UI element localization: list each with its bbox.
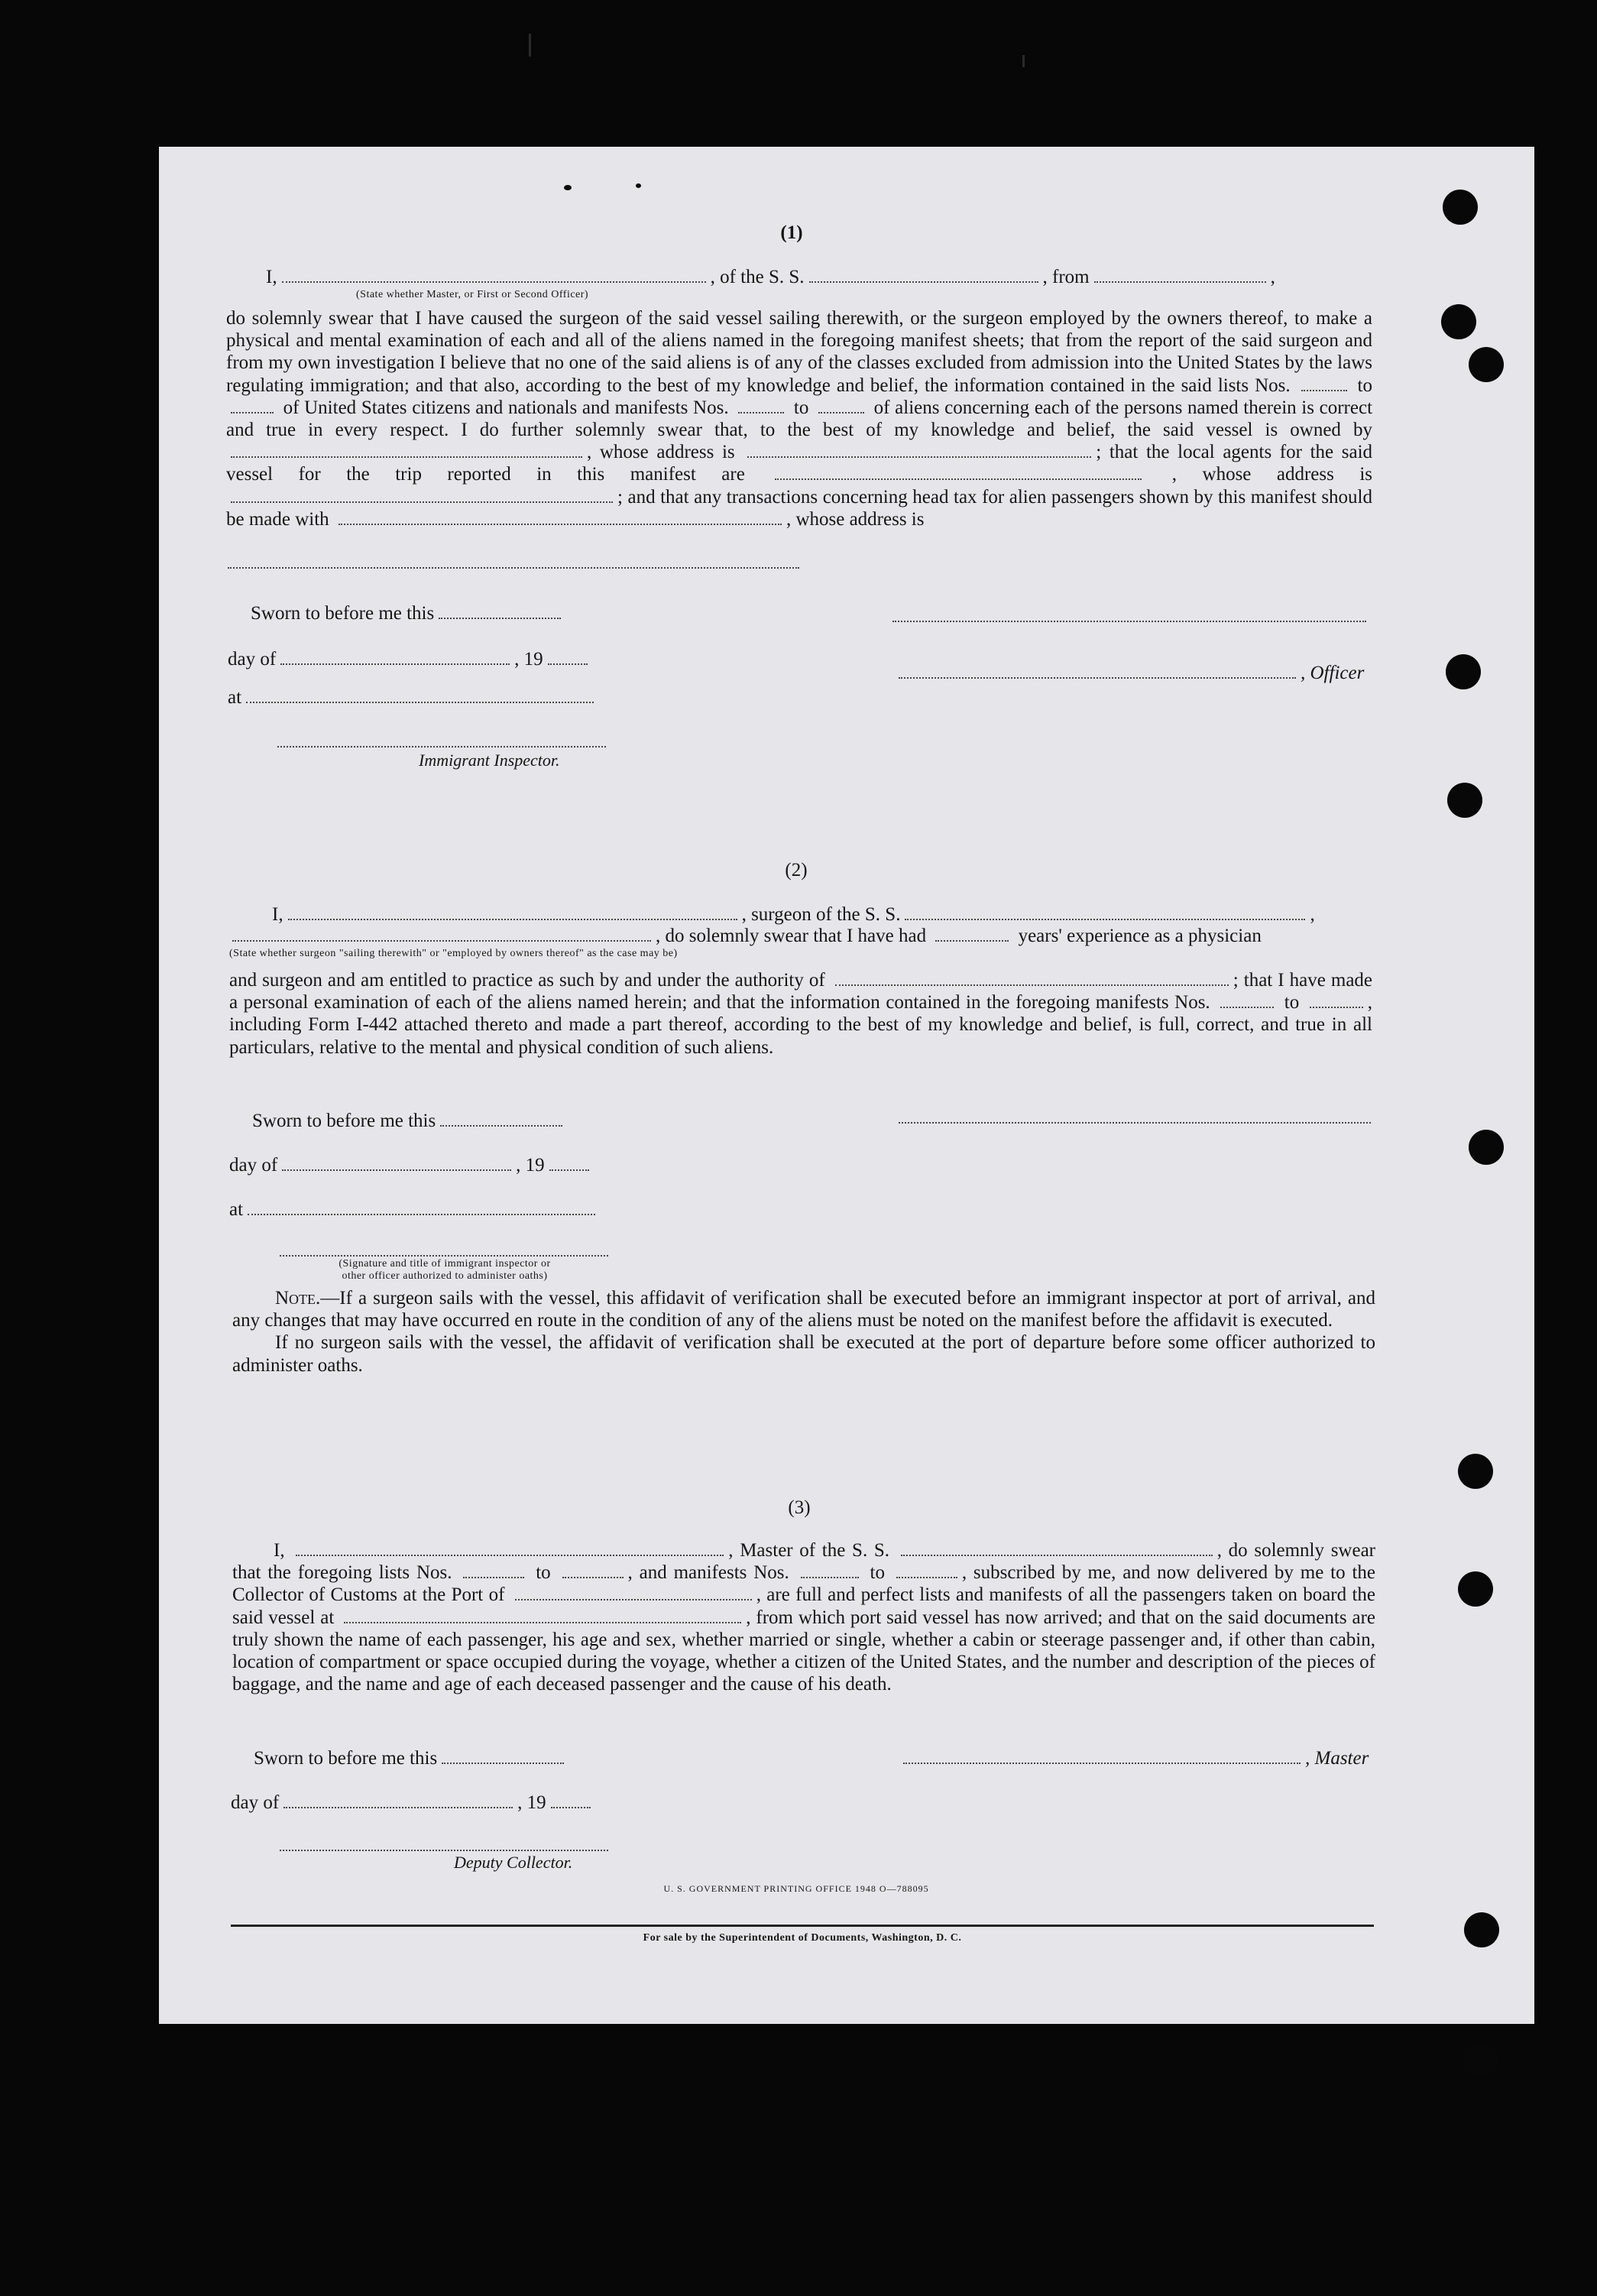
s1-head-line: [266, 266, 1275, 288]
ink-speck: [564, 185, 572, 190]
sale-notice: For sale by the Superintendent of Documents, Washington, D. C.: [643, 1932, 962, 1944]
s1-paragraph: do solemnly swear that I have caused the surgeon of the said vessel sailing therewith, or the surgeon employed by the owners thereof, to make a physical and mental examination of each and all of the aliens named in the foregoing manifest sheets; that from the report of the said surgeon and from my own investigation I believe that no one of the said aliens is of any of the classes excluded from admission into the United States by the laws regulating immigration; and that also, according to the best of my knowledge and belief, the information contained in the said lists Nos. to of United States citizens and nationals and manifests Nos. to of aliens concerning each of the persons named therein is correct and true in every respect. I do further solemnly swear that, to the best of my knowledge and belief, the said vessel is owned by , whose address is ; that the local agents for the said vessel for the trip reported in this manifest are , whose address is ; and that any transactions concerning head tax for alien passengers shown by this manifest should be made with , whose address is: [226, 308, 1373, 530]
scan-scratch: [529, 34, 531, 57]
punch-hole: [1458, 1454, 1493, 1489]
s2-sig-caption-1: (Signature and title of immigrant inspector or: [339, 1258, 551, 1270]
punch-hole: [1446, 654, 1481, 689]
s2-at: at: [229, 1198, 600, 1221]
s1-head-from: , from: [1042, 267, 1090, 287]
punch-hole: [1458, 1571, 1493, 1607]
s1-head-comma: ,: [1270, 267, 1275, 287]
s3-sworn: Sworn to before me this: [254, 1747, 569, 1769]
s1-sworn: Sworn to before me this: [251, 602, 565, 624]
punch-hole: [1441, 304, 1476, 339]
s1-inspector-line: [277, 746, 606, 747]
scan-scratch: [1022, 55, 1025, 67]
footer-rule: [231, 1925, 1374, 1927]
s2-sig-line: [280, 1255, 608, 1257]
s1-signature-line-1: [892, 621, 1366, 622]
s2-line-2: , do solemnly swear that I have had years' experience as a physician: [228, 925, 1262, 947]
s3-paragraph: I, , Master of the S. S. , do solemnly swear that the foregoing lists Nos. to , and manifests Nos. to , subscribed by me, and now delivered by me to the Collector of Customs at the Port of , are full and perfect lists and manifests of all the passengers taken on board the said vessel at , from which port said vessel has now arrived; and that on the said documents are truly shown the name of each passenger, his age and sex, whether married or single, whether a cabin or steerage passenger and, if other than cabin, location of compartment or space occupied during the voyage, whether a citizen of the United States, and the number and description of the pieces of baggage, and the name and age of each deceased passenger and the cause of his death.: [232, 1540, 1376, 1695]
s2-sig-caption-2: other officer authorized to administer oaths): [342, 1270, 548, 1282]
s1-at: at: [228, 686, 598, 709]
punch-hole: [1443, 190, 1478, 225]
s1-head-note: (State whether Master, or First or Second Officer): [356, 289, 589, 300]
section-2-number: (2): [785, 860, 808, 880]
s2-note-paragraph: Note.—If a surgeon sails with the vessel, this affidavit of verification shall be executed before an immigrant inspector at port of arrival, and any changes that may have occurred en route in the condition of any of the aliens must be noted on the manifest before the affidavit is executed. If no surgeon sails with the vessel, the affidavit of verification shall be executed at the port of departure before some officer authorized to administer oaths.: [232, 1288, 1375, 1376]
section-3-number: (3): [788, 1497, 811, 1518]
s2-paragraph: and surgeon and am entitled to practice as such by and under the authority of ; that I have made a personal examination of each of the aliens named herein; and that the information contained in the foregoing manifests Nos. to , including Form I-442 attached thereto and made a part thereof, according to the best of my knowledge and belief, is full, correct, and true in all particulars, relative to the mental and physical condition of such aliens.: [229, 970, 1373, 1058]
punch-hole: [1469, 347, 1504, 382]
gpo-imprint: U. S. GOVERNMENT PRINTING OFFICE 1948 O—788095: [663, 1883, 929, 1894]
s2-signature-line: [899, 1122, 1371, 1124]
s1-head-of-ss: , of the S. S.: [710, 267, 805, 287]
form-page: [159, 147, 1534, 2024]
s2-sworn: Sworn to before me this: [252, 1110, 567, 1132]
s1-officer: , Officer: [894, 662, 1364, 684]
punch-hole: [1469, 1130, 1504, 1165]
s3-master: , Master: [899, 1747, 1369, 1769]
s2-head-line: I, , surgeon of the S. S. ,: [272, 904, 1315, 925]
s1-head-i: I,: [266, 267, 277, 287]
s3-day: day of , 19: [231, 1792, 595, 1814]
section-1-number: (1): [780, 222, 803, 243]
s3-deputy-label: Deputy Collector.: [454, 1853, 573, 1872]
s1-address-line: [228, 567, 799, 569]
punch-hole: [1464, 1912, 1499, 1947]
s1-day: day of , 19: [228, 648, 592, 670]
s2-day: day of , 19: [229, 1154, 594, 1176]
ink-speck: [636, 183, 641, 188]
s2-note: (State whether surgeon "sailing therewith" or "employed by owners thereof" as the case may be): [229, 948, 678, 959]
punch-hole: [1447, 783, 1482, 818]
punch-hole: [1463, 2042, 1498, 2077]
s1-inspector-label: Immigrant Inspector.: [419, 751, 560, 770]
